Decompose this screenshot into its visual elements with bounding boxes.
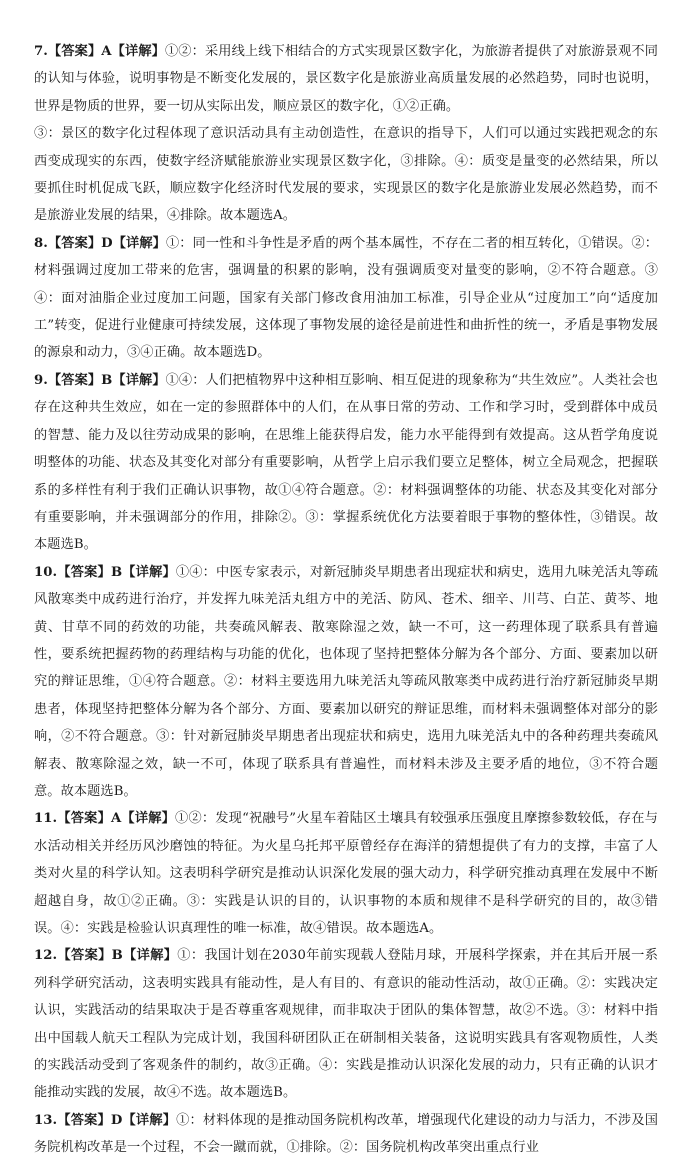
explanation-text: ①②：采用线上线下相结合的方式实现景区数字化，为旅游者提供了对旅游景观不同的认知与体验，说明事物是不断变化发展的，景区数字化是旅游业高质量发展的必然趋势，同时也说明，世界是物质的世界，要一切从实际出发，顺应景区的数字化，①②正确。 [34, 44, 658, 114]
explanation-item [34, 38, 658, 120]
question-number: 10. [34, 564, 58, 580]
explanation-text: ①④：人们把植物界中这种相互影响、相互促进的现象称为“共生效应”。人类社会也存在这种共生效应，如在一定的参照群体中的人们，在从事日常的劳动、工作和学习时，受到群体中成员的智慧、能力及以往劳动成果的影响，在思维上能获得启发，能力水平能得到有效提高。这从哲学角度说明整体的功能、状态及其变化对部分有重要影响，从哲学上启示我们要立足整体，树立全局观念，把握联系的多样性有利于我们正确认识事物，故①④符合题意。②：材料强调整体的功能、状态及其变化对部分有重要影响，并未强调部分的作用，排除②。③：掌握系统优化方法要着眼于事物的整体性，③错误。故本题选B。 [34, 372, 659, 553]
answer-label: 【答案】B【详解】 [57, 948, 178, 964]
question-number: 7. [34, 44, 48, 59]
question-number: 12. [34, 948, 58, 964]
explanation-item [34, 805, 658, 942]
answer-label: 【答案】A【详解】 [47, 44, 165, 59]
explanation-item [34, 559, 658, 806]
question-number: 11. [34, 811, 58, 827]
explanation-continuation: ③：景区的数字化过程体现了意识活动具有主动创造性，在意识的指导下，人们可以通过实践把观念的东西变成现实的东西，使数字经济赋能旅游业实现景区数字化，③排除。④：质变是量变的必然结果，所以要抓住时机促成飞跃，顺应数字化经济时代发展的要求，实现景区的数字化是旅游业发展必然趋势，而不是旅游业发展的结果，④排除。故本题选A。 [34, 126, 658, 224]
answer-label: 【答案】B【详解】 [57, 564, 176, 580]
explanation-item [34, 230, 658, 367]
question-number: 9. [34, 372, 48, 388]
explanation-item [34, 367, 658, 559]
question-number: 8. [34, 235, 48, 251]
explanation-text: ①：材料体现的是推动国务院机构改革，增强现代化建设的动力与活力，不涉及国务院机构改革是一个过程，不会一蹴而就，①排除。②：国务院机构改革突出重点行业 [34, 1112, 658, 1156]
explanation-text: ①：同一性和斗争性是矛盾的两个基本属性，不存在二者的相互转化，①错误。②：材料强调过度加工带来的危害，强调量的积累的影响，没有强调质变对量变的影响，②不符合题意。③④：面对油脂企业过度加工问题，国家有关部门修改食用油加工标准，引导企业从“过度加工”向“适度加工”转变，促进行业健康可持续发展，这体现了事物发展的途径是前进性和曲折性的统一，矛盾是事物发展的源泉和动力，③④正确。故本题选D。 [34, 235, 658, 361]
answer-label: 【答案】D【详解】 [57, 1112, 177, 1128]
question-number: 13. [34, 1112, 58, 1128]
answer-label: 【答案】B【详解】 [47, 372, 166, 388]
explanation-item [34, 1107, 658, 1162]
answer-label: 【答案】A【详解】 [57, 811, 176, 827]
answer-label: 【答案】D【详解】 [47, 235, 166, 251]
explanation-item [34, 942, 658, 1106]
explanation-text: ①：我国计划在2030年前实现载人登陆月球，开展科学探索，并在其后开展一系列科学研究活动，这表明实践具有能动性，是人有目的、有意识的能动性活动，故①正确。②：实践决定认识，实践活动的结果取决于是否尊重客观规律，而非取决于团队的集体智慧，故②不选。③：材料中指出中国载人航天工程队为完成计划，我国科研团队正在研制相关装备，这说明实践具有客观物质性，人类的实践活动受到了客观条件的制约，故③正确。④：实践是推动认识深化发展的动力，只有正确的认识才能推动实践的发展，故④不选。故本题选B。 [34, 948, 658, 1101]
explanation-text: ①④：中医专家表示，对新冠肺炎早期患者出现症状和病史，选用九味羌活丸等疏风散寒类中成药进行治疗，并发挥九味羌活丸组方中的羌活、防风、苍术、细辛、川芎、白芷、黄芩、地黄、甘草不同的药效的功能，共奏疏风解表、散寒除湿之效，缺一不可，这一药理体现了联系具有普遍性，要系统把握药物的药理结构与功能的优化，也体现了坚持把整体分解为各个部分、方面、要素加以研究的辩证思维，①④符合题意。②：材料主要选用九味羌活丸等疏风散寒类中成药进行治疗新冠肺炎早期患者，体现坚持把整体分解为各个部分、方面、要素加以研究的辩证思维，而材料未强调整体对部分的影响，②不符合题意。③：针对新冠肺炎早期患者出现症状和病史，选用九味羌活丸中的各种药理共奏疏风解表、散寒除湿之效，缺一不可，体现了联系具有普遍性，而材料未涉及主要矛盾的地位，③不符合题意。故本题选B。 [34, 564, 658, 799]
explanation-text: ①②：发现“祝融号”火星车着陆区土壤具有较强承压强度且摩擦参数较低，存在与水活动相关并经历风沙磨蚀的特征。为火星乌托邦平原曾经存在海洋的猜想提供了有力的支撑，丰富了人类对火星的科学认知。这表明科学研究是推动认识深化发展的强大动力，科学研究推动真理在发展中不断超越自身，故①②正确。③：实践是认识的目的，认识事物的本质和规律不是科学研究的目的，故③错误。④：实践是检验认识真理性的唯一标准，故④错误。故本题选A。 [34, 811, 658, 936]
